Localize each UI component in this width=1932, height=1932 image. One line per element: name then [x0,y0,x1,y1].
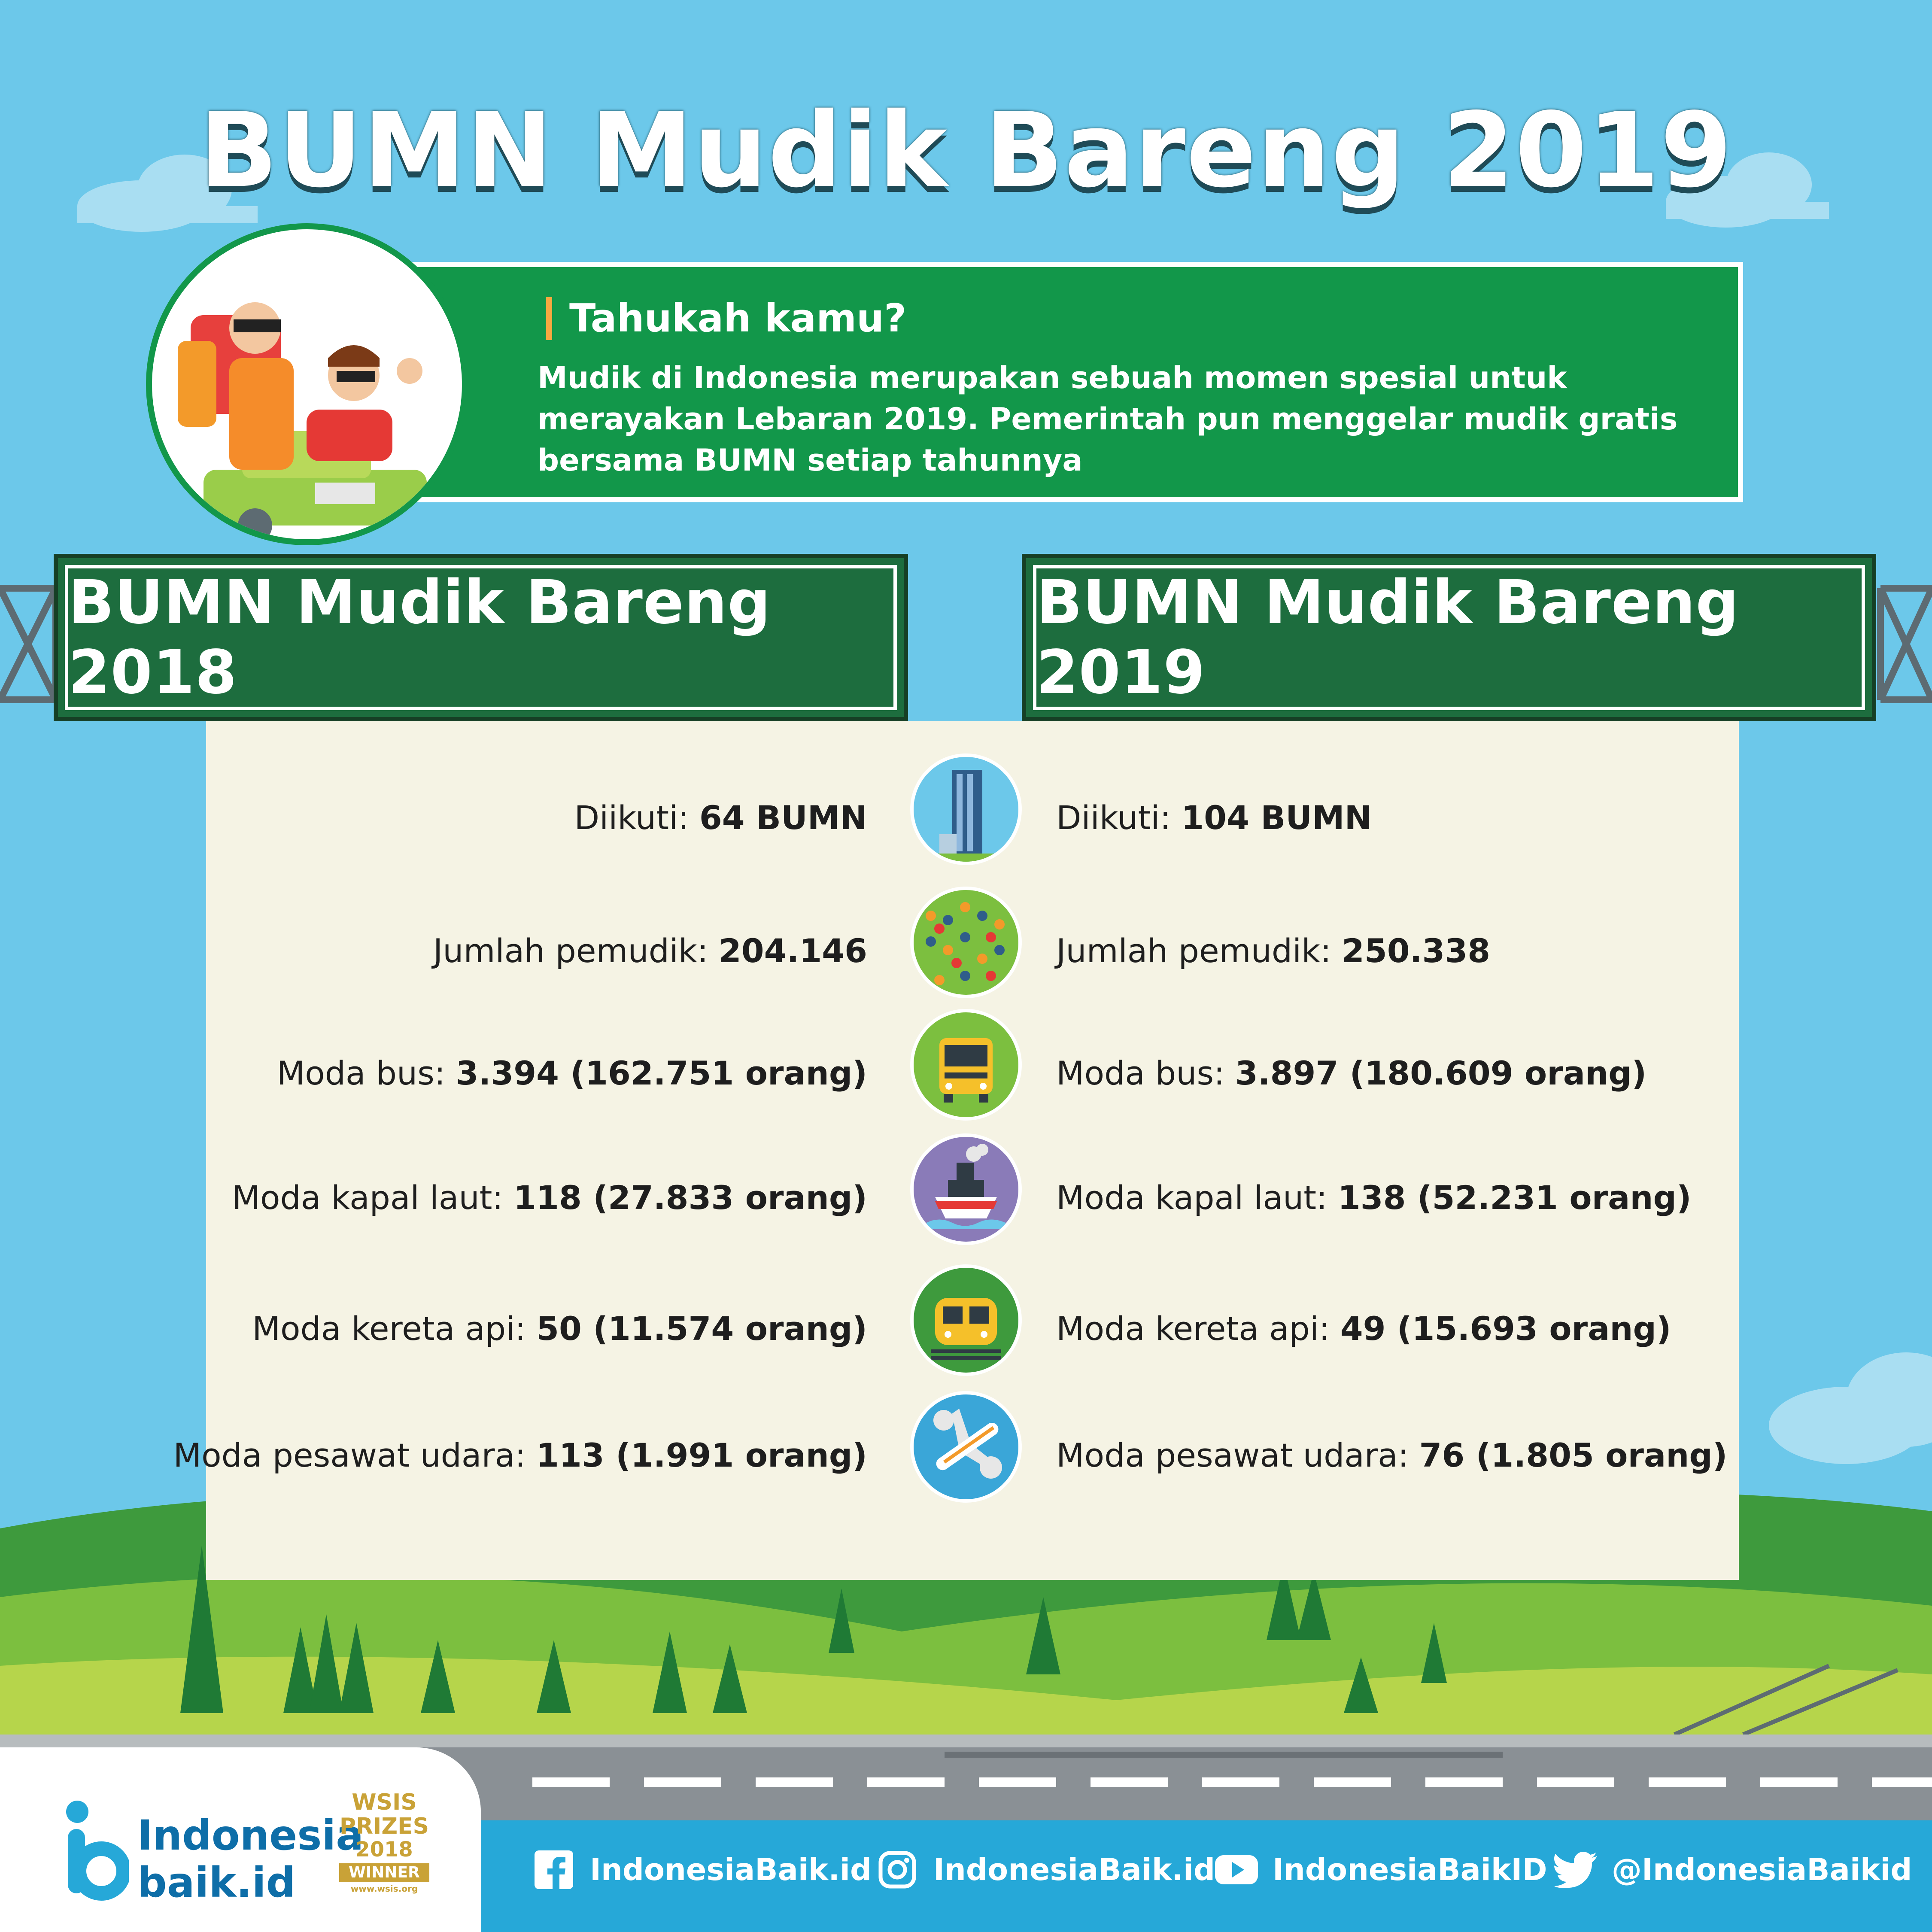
facebook-icon [532,1848,575,1891]
stat-left-train: Moda kereta api: 50 (11.574 orang) [252,1309,867,1348]
twitter-icon [1554,1848,1597,1891]
train-icon [910,1264,1022,1376]
gantry-left [0,588,56,700]
stat-left-travellers: Jumlah pemudik: 204.146 [433,932,867,970]
instagram-icon [876,1848,919,1891]
youtube-icon [1215,1848,1258,1891]
stat-right-train: Moda kereta api: 49 (15.693 orang) [1056,1309,1671,1348]
facebook-label: IndonesiaBaik.id [590,1852,872,1887]
sign-2019 [1022,554,1876,721]
intro-text: Mudik di Indonesia merupakan sebuah momen spesial untuk merayakan Lebaran 2019. Pemerintah pun menggelar mudik gratis bersama BUMN setiap tahunnya [538,360,1678,478]
logo-line2: baik.id [137,1859,296,1907]
stat-left-participants: Diikuti: 64 BUMN [574,799,867,837]
cloud-lower-right [1769,1352,1932,1464]
social-instagram[interactable] [876,1848,1215,1891]
wsis-prize-badge: WSIS PRIZES 2018 WINNER www.wsis.org [339,1789,429,1894]
crowd-icon [910,887,1022,998]
sign-2019-label: BUMN Mudik Bareng 2019 [1036,568,1739,708]
social-facebook[interactable] [532,1848,872,1891]
gantry-right [1880,588,1932,700]
stat-left-ship: Moda kapal laut: 118 (27.833 orang) [232,1179,867,1217]
intro-box [412,262,1743,502]
indonesia-baik-logo-icon [60,1799,129,1902]
car-travellers-icon [152,229,462,539]
social-twitter[interactable] [1554,1848,1912,1891]
building-icon [910,753,1022,865]
bus-icon [910,1009,1022,1121]
sign-2018-label: BUMN Mudik Bareng 2018 [68,568,771,708]
travellers-illustration [146,223,468,545]
page-title: BUMN Mudik Bareng 2019 [199,90,1733,210]
stat-right-participants: Diikuti: 104 BUMN [1056,799,1372,837]
stat-left-bus: Moda bus: 3.394 (162.751 orang) [276,1054,867,1092]
ship-icon [910,1133,1022,1245]
stat-right-bus: Moda bus: 3.897 (180.609 orang) [1056,1054,1647,1092]
social-youtube[interactable] [1215,1848,1547,1891]
logo-line1: Indonesia [137,1811,364,1859]
sign-2018 [54,554,908,721]
stat-right-travellers: Jumlah pemudik: 250.338 [1056,932,1491,970]
intro-heading: Tahukah kamu? [546,297,906,340]
stat-right-airplane: Moda pesawat udara: 76 (1.805 orang) [1056,1436,1728,1474]
youtube-label: IndonesiaBaikID [1273,1852,1547,1887]
twitter-label: @IndonesiaBaikid [1612,1852,1912,1887]
airplane-icon [910,1391,1022,1503]
instagram-label: IndonesiaBaik.id [933,1852,1215,1887]
stat-left-airplane: Moda pesawat udara: 113 (1.991 orang) [173,1436,867,1474]
stat-right-ship: Moda kapal laut: 138 (52.231 orang) [1056,1179,1692,1217]
